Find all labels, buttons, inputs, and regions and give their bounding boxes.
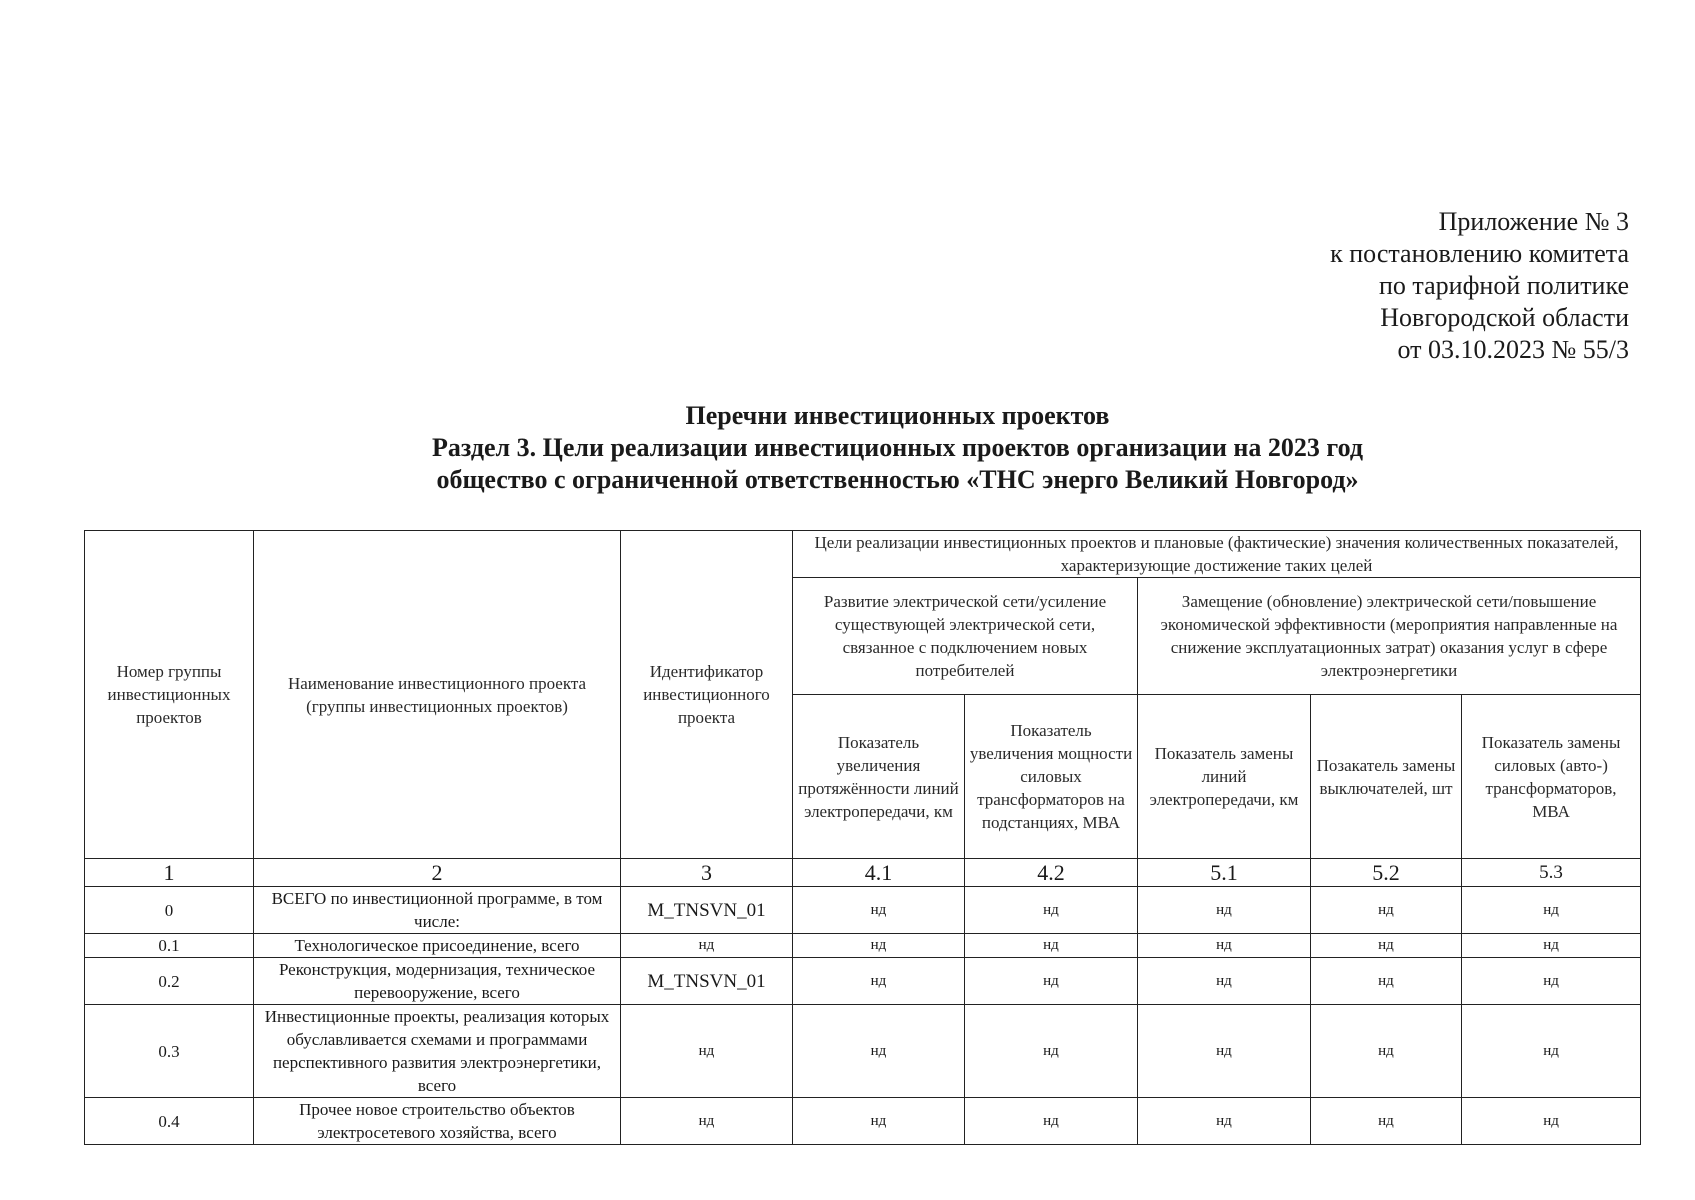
- row-name: Реконструкция, модернизация, техническое перевооружение, всего: [254, 958, 621, 1005]
- row-value-5-3: нд: [1462, 958, 1641, 1005]
- title-line-3: общество с ограниченной ответственностью «ТНС энерго Великий Новгород»: [436, 465, 1359, 494]
- header-development: Развитие электрической сети/усиление существующей электрической сети, связанное с подключением новых потребителей: [793, 578, 1138, 695]
- appendix-line-5: от 03.10.2023 № 55/3: [1397, 335, 1629, 364]
- row-identifier: нд: [621, 934, 793, 958]
- header-project-name: Наименование инвестиционного проекта (группы инвестиционных проектов): [254, 531, 621, 859]
- appendix-line-2: к постановлению комитета: [1330, 239, 1629, 268]
- row-value-5-3: нд: [1462, 1005, 1641, 1098]
- title-line-1: Перечни инвестиционных проектов: [685, 401, 1110, 430]
- row-number: 0: [85, 887, 254, 934]
- row-name: ВСЕГО по инвестиционной программе, в том числе:: [254, 887, 621, 934]
- header-indicator-4-2: Показатель увеличения мощности силовых трансформаторов на подстанциях, МВА: [965, 695, 1138, 859]
- row-value-5-1: нд: [1138, 934, 1311, 958]
- row-value-4-2: нд: [965, 1005, 1138, 1098]
- row-value-5-1: нд: [1138, 1005, 1311, 1098]
- row-identifier: нд: [621, 1005, 793, 1098]
- row-value-5-2: нд: [1311, 887, 1462, 934]
- row-name: Прочее новое строительство объектов электросетевого хозяйства, всего: [254, 1098, 621, 1145]
- table-row: [85, 1098, 1641, 1145]
- row-value-5-3: нд: [1462, 934, 1641, 958]
- column-number: 5.2: [1311, 859, 1462, 887]
- row-value-4-1: нд: [793, 934, 965, 958]
- title-line-2: Раздел 3. Цели реализации инвестиционных проектов организации на 2023 год: [432, 433, 1363, 462]
- table-row: [85, 887, 1641, 934]
- row-identifier: M_TNSVN_01: [621, 887, 793, 934]
- header-indicator-5-2: Позакатель замены выключателей, шт: [1311, 695, 1462, 859]
- document-title: [0, 400, 1695, 496]
- table-row: [85, 1005, 1641, 1098]
- column-number: 5.1: [1138, 859, 1311, 887]
- row-value-4-2: нд: [965, 934, 1138, 958]
- row-number: 0.3: [85, 1005, 254, 1098]
- row-number: 0.4: [85, 1098, 254, 1145]
- row-value-5-3: нд: [1462, 887, 1641, 934]
- column-number: 5.3: [1462, 859, 1641, 887]
- column-number: 4.2: [965, 859, 1138, 887]
- row-value-5-1: нд: [1138, 1098, 1311, 1145]
- header-group-number: Номер группы инвестиционных проектов: [85, 531, 254, 859]
- row-number: 0.1: [85, 934, 254, 958]
- column-number: 3: [621, 859, 793, 887]
- row-value-4-2: нд: [965, 887, 1138, 934]
- column-number-row: [85, 859, 1641, 887]
- column-number: 2: [254, 859, 621, 887]
- header-replacement: Замещение (обновление) электрической сети/повышение экономической эффективности (мероприятия направленные на снижение эксплуатационных затрат) оказания услуг в сфере электроэнергетики: [1138, 578, 1641, 695]
- table-row: [85, 934, 1641, 958]
- header-project-id: Идентификатор инвестиционного проекта: [621, 531, 793, 859]
- row-value-4-1: нд: [793, 1005, 965, 1098]
- appendix-block: [1330, 206, 1629, 366]
- appendix-line-3: по тарифной политике: [1379, 271, 1629, 300]
- row-value-5-1: нд: [1138, 887, 1311, 934]
- row-value-5-2: нд: [1311, 1005, 1462, 1098]
- row-value-5-2: нд: [1311, 1098, 1462, 1145]
- header-goals: Цели реализации инвестиционных проектов и плановые (фактические) значения количественных показателей, характеризующие достижение таких целей: [793, 531, 1641, 578]
- column-number: 4.1: [793, 859, 965, 887]
- row-number: 0.2: [85, 958, 254, 1005]
- row-identifier: нд: [621, 1098, 793, 1145]
- header-indicator-4-1: Показатель увеличения протяжённости линий электропередачи, км: [793, 695, 965, 859]
- row-name: Инвестиционные проекты, реализация которых обуславливается схемами и программами перспективного развития электроэнергетики, всего: [254, 1005, 621, 1098]
- row-value-5-2: нд: [1311, 958, 1462, 1005]
- row-value-4-2: нд: [965, 1098, 1138, 1145]
- row-value-5-3: нд: [1462, 1098, 1641, 1145]
- row-value-4-1: нд: [793, 958, 965, 1005]
- header-indicator-5-3: Показатель замены силовых (авто-) трансформаторов, МВА: [1462, 695, 1641, 859]
- column-number: 1: [85, 859, 254, 887]
- header-indicator-5-1: Показатель замены линий электропередачи, км: [1138, 695, 1311, 859]
- table-row: [85, 958, 1641, 1005]
- investment-goals-table: [84, 530, 1641, 1145]
- row-name: Технологическое присоединение, всего: [254, 934, 621, 958]
- row-value-4-2: нд: [965, 958, 1138, 1005]
- row-value-4-1: нд: [793, 887, 965, 934]
- appendix-line-1: Приложение № 3: [1438, 207, 1629, 236]
- appendix-line-4: Новгородской области: [1380, 303, 1629, 332]
- row-value-5-1: нд: [1138, 958, 1311, 1005]
- row-identifier: M_TNSVN_01: [621, 958, 793, 1005]
- row-value-4-1: нд: [793, 1098, 965, 1145]
- row-value-5-2: нд: [1311, 934, 1462, 958]
